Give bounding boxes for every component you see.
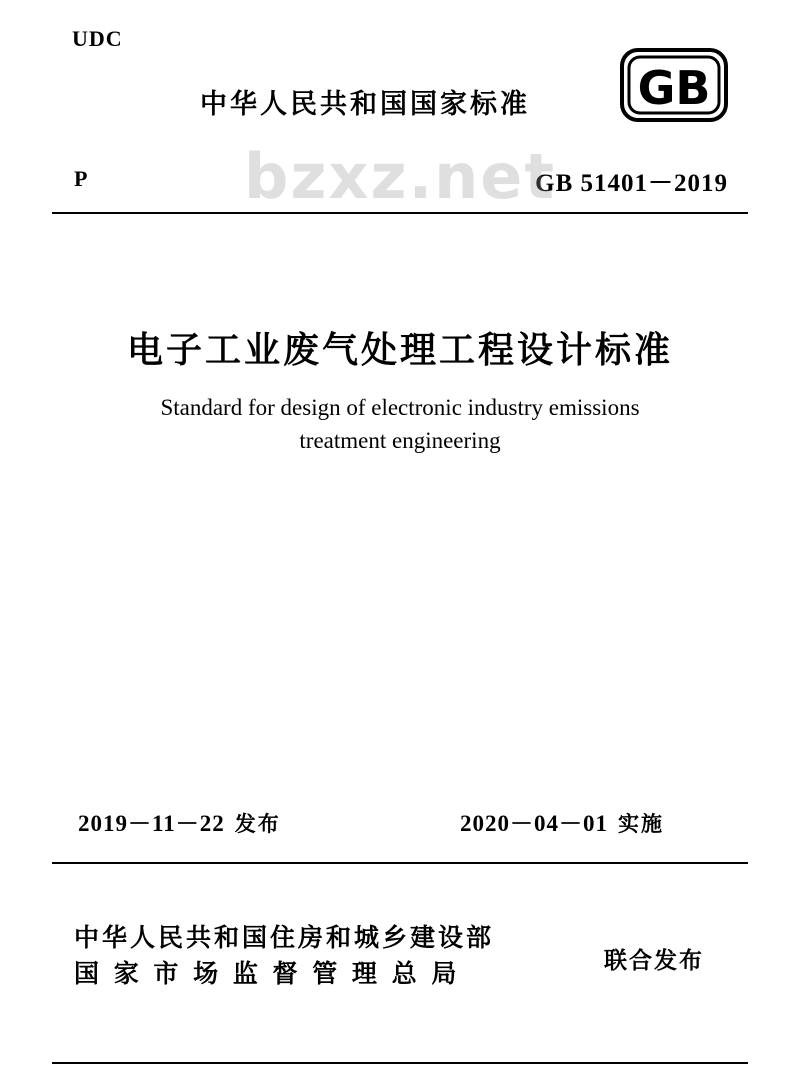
publisher-block xyxy=(74,920,494,993)
joint-release-label: 联合发布 xyxy=(604,948,704,974)
svg-text:GB: GB xyxy=(637,61,711,115)
classification-letter: P xyxy=(74,166,88,191)
divider-top xyxy=(52,212,748,214)
issue-date-block xyxy=(78,805,281,838)
document-title-english-line1: Standard for design of electronic industry emissions xyxy=(160,395,640,420)
gb-logo-icon xyxy=(620,48,728,122)
udc-label: UDC xyxy=(72,26,123,51)
publisher-line-1: 中华人民共和国住房和城乡建设部 xyxy=(74,923,495,952)
effective-date-value: 2020－04－01 xyxy=(460,811,608,836)
issue-date-label: 发布 xyxy=(234,812,281,836)
effective-date-label: 实施 xyxy=(618,812,664,836)
effective-date-block xyxy=(460,805,664,838)
divider-footer xyxy=(52,1062,748,1064)
issue-date-value: 2019－11－22 xyxy=(78,811,225,836)
standard-number: GB 51401－2019 xyxy=(535,170,728,197)
document-title-english xyxy=(100,392,700,457)
document-title-chinese: 电子工业废气处理工程设计标准 xyxy=(126,330,673,371)
watermark-text: bzxz.net xyxy=(244,140,556,213)
national-standard-label: 中华人民共和国国家标准 xyxy=(200,89,530,120)
publisher-line-2: 国 家 市 场 监 督 管 理 总 局 xyxy=(74,959,460,989)
document-title-english-line2: treatment engineering xyxy=(299,427,501,453)
divider-bottom xyxy=(52,862,748,864)
